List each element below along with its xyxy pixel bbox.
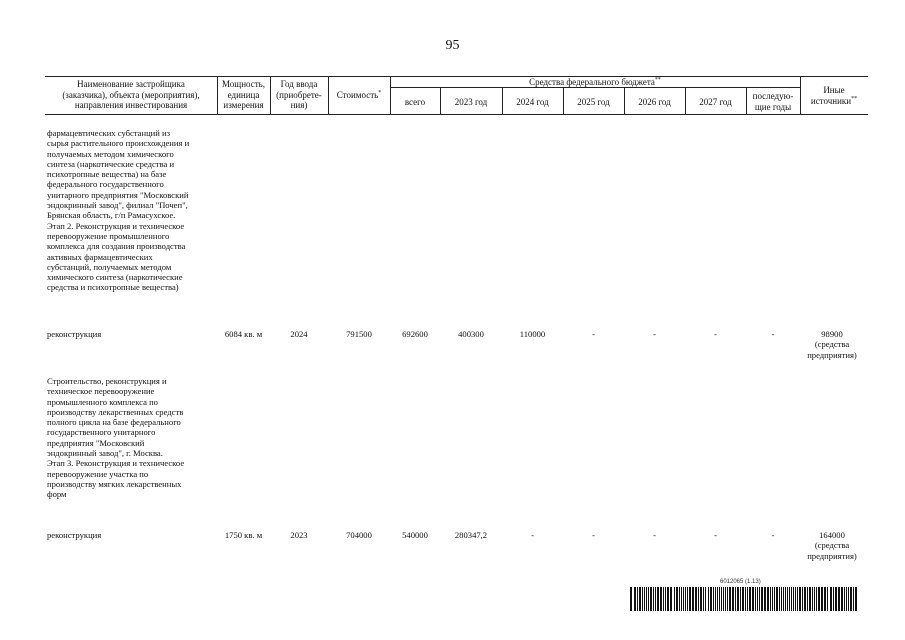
block-description: Строительство, реконструкция и техническое перевооружение промышленного комплекса по производству лекарственных средств полного цикла на базе федерального государственного унитарного предприятия "Московский эндокринный завод", г. Москва. Этап 3. Реконструкция и техническое перевооружение участка по производству мягких лекарственных форм bbox=[47, 376, 185, 500]
barcode-bar bbox=[737, 587, 739, 611]
barcode-bar bbox=[698, 587, 699, 611]
barcode-bar bbox=[795, 587, 796, 611]
header-cost bbox=[328, 90, 390, 101]
barcode-caption: 6012065 (1.13) bbox=[720, 579, 761, 585]
header-federal-mark: ** bbox=[654, 77, 661, 83]
barcode-bar bbox=[818, 587, 820, 611]
header-2024: 2024 год bbox=[516, 97, 549, 107]
barcode-bar bbox=[830, 587, 832, 611]
barcode-bar bbox=[670, 587, 672, 611]
row-total: 540000 bbox=[402, 530, 428, 540]
block-description: фармацевтических субстанций из сырья растительного происхождения и получаемых методом химического синтеза (наркотические средства и психотропные вещества) на базе федерального государственного унитарного предприятия "Московский эндокринный завод", филиал "Почеп", Брянская область, г/п Рамасухское. Этап 2. Реконструкция и техническое перевооружение промышленного комплекса для создания производства активных фармацевтических субстанций, получаемых методом химического синтеза (наркотические средства и психотропные вещества) bbox=[47, 128, 190, 293]
header-2023: 2023 год bbox=[454, 97, 488, 107]
row-2026: - bbox=[653, 329, 656, 339]
barcode-bar bbox=[802, 587, 803, 611]
barcode-bar bbox=[674, 587, 675, 611]
barcode-bar bbox=[695, 587, 697, 611]
header-other-label: Иные источники bbox=[810, 85, 852, 106]
barcode-bar bbox=[665, 587, 666, 611]
barcode-bar bbox=[692, 587, 694, 611]
row-2023: 280347,2 bbox=[454, 530, 488, 540]
barcode-bar bbox=[657, 587, 659, 611]
barcode-bar bbox=[703, 587, 704, 611]
barcode-bar bbox=[797, 587, 798, 611]
barcode-bar bbox=[804, 587, 806, 611]
barcode-bar bbox=[685, 587, 686, 611]
barcode-bar bbox=[770, 587, 771, 611]
header-2026: 2026 год bbox=[638, 97, 671, 107]
header-capacity: Мощность, единица измерения bbox=[221, 79, 266, 110]
barcode-bar bbox=[660, 587, 662, 611]
barcode-bar bbox=[717, 587, 718, 611]
barcode-bar bbox=[781, 587, 782, 611]
row-year: 2024 bbox=[290, 329, 308, 339]
row-cost: 791500 bbox=[346, 329, 372, 339]
row-capacity: 6084 кв. м bbox=[224, 329, 263, 339]
row-year: 2023 bbox=[290, 530, 308, 540]
barcode-bar bbox=[846, 587, 847, 611]
barcode-bar bbox=[663, 587, 664, 611]
row-total: 692600 bbox=[402, 329, 428, 339]
barcode-bar bbox=[667, 587, 669, 611]
barcode-bar bbox=[655, 587, 656, 611]
barcode-bar bbox=[785, 587, 786, 611]
row-later: - bbox=[771, 530, 775, 540]
barcode-bar bbox=[838, 587, 840, 611]
barcode-bar bbox=[634, 587, 636, 611]
header-other-mark: ** bbox=[851, 95, 858, 102]
barcode-bar bbox=[752, 587, 754, 611]
barcode-bar bbox=[799, 587, 801, 611]
barcode-bar bbox=[853, 587, 854, 611]
barcode-bar bbox=[630, 587, 632, 611]
barcode-bar bbox=[761, 587, 763, 611]
barcode-bar bbox=[676, 587, 678, 611]
header-2027: 2027 год bbox=[699, 97, 732, 107]
barcode-bar bbox=[776, 587, 778, 611]
barcode-bar bbox=[779, 587, 780, 611]
page-number: 95 bbox=[445, 38, 460, 53]
barcode-bar bbox=[727, 587, 728, 611]
barcode-bar bbox=[710, 587, 712, 611]
header-name: Наименование застройщика (заказчика), объекта (мероприятия), направления инвестирования bbox=[62, 79, 200, 110]
barcode-bar bbox=[719, 587, 720, 611]
row-later: - bbox=[771, 329, 775, 339]
barcode-bar bbox=[787, 587, 788, 611]
barcode-bar bbox=[700, 587, 702, 611]
row-name: реконструкция bbox=[47, 530, 102, 540]
barcode-bar bbox=[745, 587, 746, 611]
barcode-bar bbox=[850, 587, 852, 611]
barcode-bar bbox=[679, 587, 680, 611]
barcode-bar bbox=[723, 587, 724, 611]
barcode-bar bbox=[835, 587, 837, 611]
barcode-bar bbox=[774, 587, 775, 611]
row-2027: - bbox=[714, 329, 717, 339]
barcode-bar bbox=[648, 587, 649, 611]
barcode-bar bbox=[827, 587, 828, 611]
barcode-bar bbox=[855, 587, 857, 611]
barcode-bar bbox=[644, 587, 645, 611]
barcode-bar bbox=[824, 587, 826, 611]
barcode-bar bbox=[844, 587, 845, 611]
header-federal bbox=[390, 77, 800, 88]
row-2023: 400300 bbox=[458, 329, 484, 339]
header-total: всего bbox=[404, 97, 426, 107]
barcode-bar bbox=[637, 587, 638, 611]
row-name: реконструкция bbox=[47, 329, 102, 339]
barcode-bar bbox=[749, 587, 751, 611]
header-cost-mark: * bbox=[378, 90, 382, 96]
barcode-bar bbox=[687, 587, 688, 611]
barcode-bar bbox=[841, 587, 843, 611]
barcode-bar bbox=[764, 587, 766, 611]
barcode-bar bbox=[759, 587, 760, 611]
barcode-bar bbox=[767, 587, 769, 611]
row-2025: - bbox=[592, 329, 595, 339]
barcode-bar bbox=[807, 587, 808, 611]
header-federal-label: Средства федерального бюджета bbox=[529, 77, 655, 87]
barcode-bar bbox=[650, 587, 652, 611]
barcode-bar bbox=[783, 587, 784, 611]
row-2025: - bbox=[592, 530, 595, 540]
barcode-bar bbox=[821, 587, 823, 611]
barcode-bar bbox=[708, 587, 709, 611]
barcode-bar bbox=[705, 587, 706, 611]
barcode-bar bbox=[742, 587, 744, 611]
barcode-bar bbox=[814, 587, 815, 611]
barcode-bar bbox=[715, 587, 716, 611]
barcode-bar bbox=[681, 587, 682, 611]
row-2026: - bbox=[653, 530, 656, 540]
row-capacity: 1750 кв. м bbox=[224, 530, 263, 540]
barcode-bar bbox=[848, 587, 849, 611]
barcode-bar bbox=[816, 587, 817, 611]
barcode-bar bbox=[725, 587, 726, 611]
barcode-bar bbox=[721, 587, 722, 611]
row-2027: - bbox=[714, 530, 717, 540]
header-other bbox=[800, 85, 868, 106]
barcode-bar bbox=[729, 587, 731, 611]
header-later: последую- щие годы bbox=[752, 91, 794, 112]
row-other: 164000 (средства предприятия) bbox=[807, 530, 857, 561]
barcode-bar bbox=[791, 587, 792, 611]
barcode-bar bbox=[833, 587, 834, 611]
barcode-bar bbox=[789, 587, 790, 611]
barcode-bar bbox=[689, 587, 691, 611]
barcode-bar bbox=[646, 587, 647, 611]
barcode-bar bbox=[713, 587, 714, 611]
barcode-bar bbox=[732, 587, 734, 611]
row-cost: 704000 bbox=[346, 530, 372, 540]
barcode-bar bbox=[812, 587, 813, 611]
barcode-bar bbox=[793, 587, 794, 611]
barcode-bar bbox=[809, 587, 811, 611]
barcode bbox=[630, 587, 860, 611]
barcode-bar bbox=[642, 587, 643, 611]
header-year: Год ввода (приобрете- ния) bbox=[276, 79, 322, 110]
barcode-bar bbox=[772, 587, 773, 611]
barcode-bar bbox=[755, 587, 756, 611]
barcode-bar bbox=[683, 587, 684, 611]
row-other: 98900 (средства предприятия) bbox=[807, 329, 857, 360]
header-bottom-rule bbox=[45, 114, 868, 115]
header-2025: 2025 год bbox=[577, 97, 610, 107]
barcode-bar bbox=[740, 587, 741, 611]
barcode-bar bbox=[735, 587, 736, 611]
barcode-bar bbox=[747, 587, 748, 611]
barcode-bar bbox=[639, 587, 641, 611]
row-2024: - bbox=[531, 530, 534, 540]
row-2024: 110000 bbox=[519, 329, 546, 339]
header-cost-label: Стоимость bbox=[336, 90, 379, 100]
barcode-bar bbox=[757, 587, 758, 611]
barcode-bar bbox=[653, 587, 654, 611]
